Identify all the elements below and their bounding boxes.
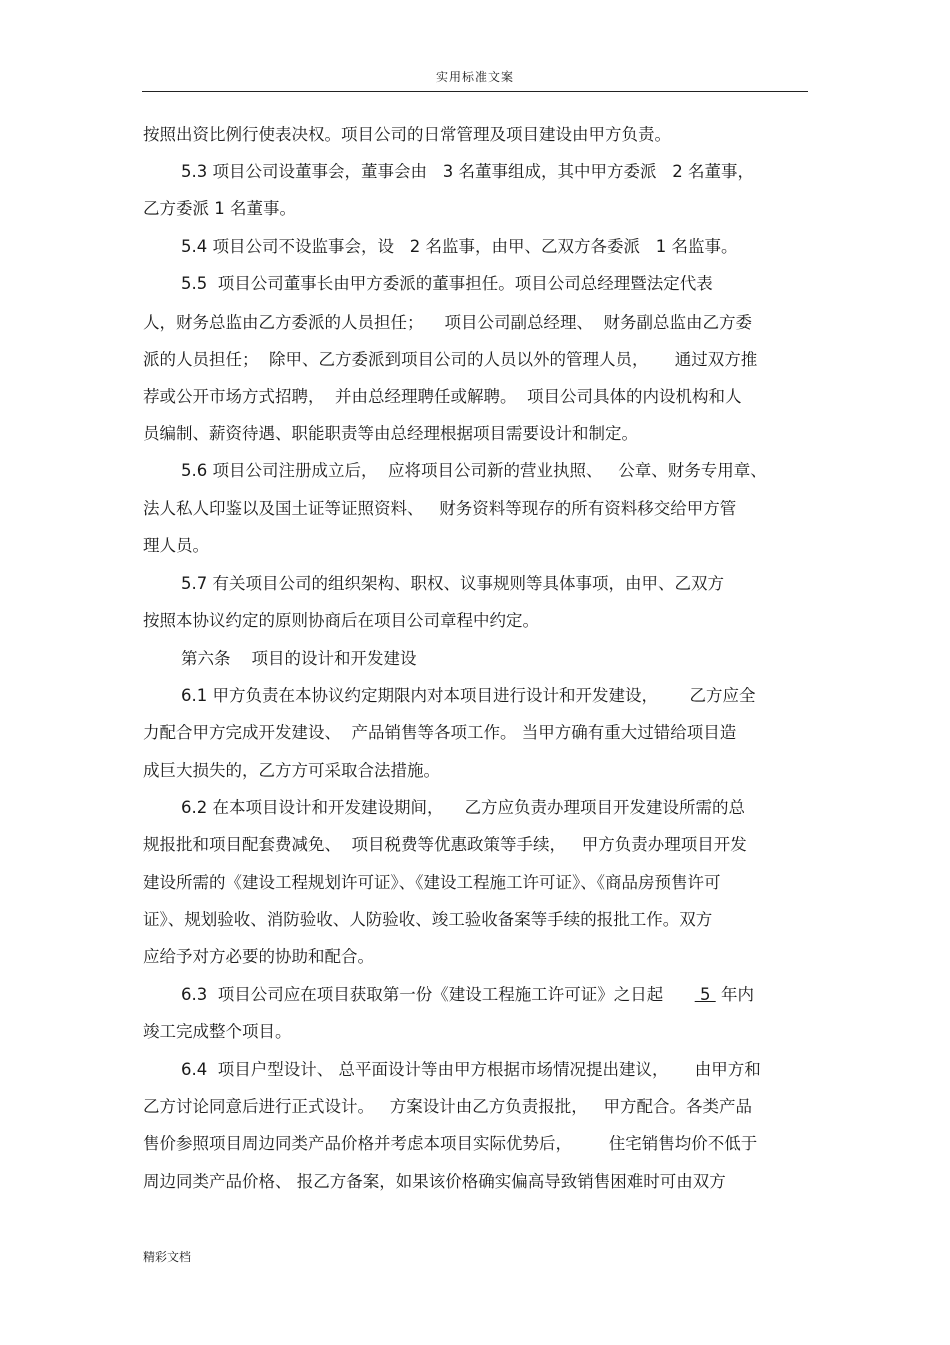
text-line <box>181 984 754 1006</box>
text-line: 规报批和项目配套费减免、 项目税费等优惠政策等手续， 甲方负责办理项目开发 <box>143 835 747 854</box>
text-line: 理人员。 <box>143 536 209 555</box>
text-line: 荐或公开市场方式招聘， 并由总经理聘任或解聘。 项目公司具体的内设机构和人 <box>143 387 742 406</box>
text-line: 5.7 有关项目公司的组织架构、职权、议事规则等具体事项，由甲、乙双方 <box>181 574 724 593</box>
text-line: 乙方委派 1 名董事。 <box>143 199 296 218</box>
text-line: 建设所需的《建设工程规划许可证》、《建设工程施工许可证》、《商品房预售许可 <box>143 873 721 892</box>
text-line: 售价参照项目周边同类产品价格并考虑本项目实际优势后， 住宅销售均价不低于 <box>143 1134 758 1153</box>
text-line: 按照出资比例行使表决权。项目公司的日常管理及项目建设由甲方负责。 <box>143 125 671 144</box>
text-line: 6.1 甲方负责在本协议约定期限内对本项目进行设计和开发建设， 乙方应全 <box>181 686 756 705</box>
text-line: 派的人员担任； 除甲、乙方委派到项目公司的人员以外的管理人员， 通过双方推 <box>143 350 758 369</box>
text-line: 周边同类产品价格、 报乙方备案，如果该价格确实偏高导致销售困难时可由双方 <box>143 1172 726 1191</box>
text-line: 乙方讨论同意后进行正式设计。 方案设计由乙方负责报批， 甲方配合。各类产品 <box>143 1097 752 1116</box>
text-segment: 年内 <box>715 985 754 1004</box>
text-line: 5.6 项目公司注册成立后， 应将项目公司新的营业执照、 公章、财务专用章、 <box>181 461 767 480</box>
text-line: 法人私人印鉴以及国土证等证照资料、 财务资料等现存的所有资料移交给甲方管 <box>143 499 737 518</box>
text-line: 5.5 项目公司董事长由甲方委派的董事担任。项目公司总经理暨法定代表 <box>181 274 713 293</box>
text-segment: 6.3 项目公司应在项目获取第一份《建设工程施工许可证》之日起 <box>181 985 695 1004</box>
text-line: 证》、规划验收、消防验收、人防验收、竣工验收备案等手续的报批工作。双方 <box>143 910 713 929</box>
text-line: 成巨大损失的，乙方方可采取合法措施。 <box>143 761 440 780</box>
text-line: 力配合甲方完成开发建设、 产品销售等各项工作。 当甲方确有重大过错给项目造 <box>143 723 737 742</box>
text-line: 6.4 项目户型设计、 总平面设计等由甲方根据市场情况提出建议， 由甲方和 <box>181 1060 761 1079</box>
text-line: 5.4 项目公司不设监事会，设 2 名监事，由甲、乙双方各委派 1 名监事。 <box>181 237 738 256</box>
text-line: 员编制、薪资待遇、职能职责等由总经理根据项目需要设计和制定。 <box>143 424 638 443</box>
text-line: 5.3 项目公司设董事会，董事会由 3 名董事组成，其中甲方委派 2 名董事， <box>181 162 754 181</box>
section-heading: 第六条 项目的设计和开发建设 <box>181 649 417 668</box>
page-header: 实用标准文案 <box>435 70 514 84</box>
page-footer: 精彩文档 <box>143 1250 192 1264</box>
text-line: 人，财务总监由乙方委派的人员担任； 项目公司副总经理、 财务副总监由乙方委 <box>143 313 752 332</box>
text-line: 竣工完成整个项目。 <box>143 1022 292 1041</box>
text-line: 按照本协议约定的原则协商后在项目公司章程中约定。 <box>143 611 539 630</box>
header-divider <box>142 91 808 92</box>
text-line: 应给予对方必要的协助和配合。 <box>143 947 374 966</box>
text-line: 6.2 在本项目设计和开发建设期间， 乙方应负责办理项目开发建设所需的总 <box>181 798 745 817</box>
years-field-value: 5 <box>694 985 716 1004</box>
